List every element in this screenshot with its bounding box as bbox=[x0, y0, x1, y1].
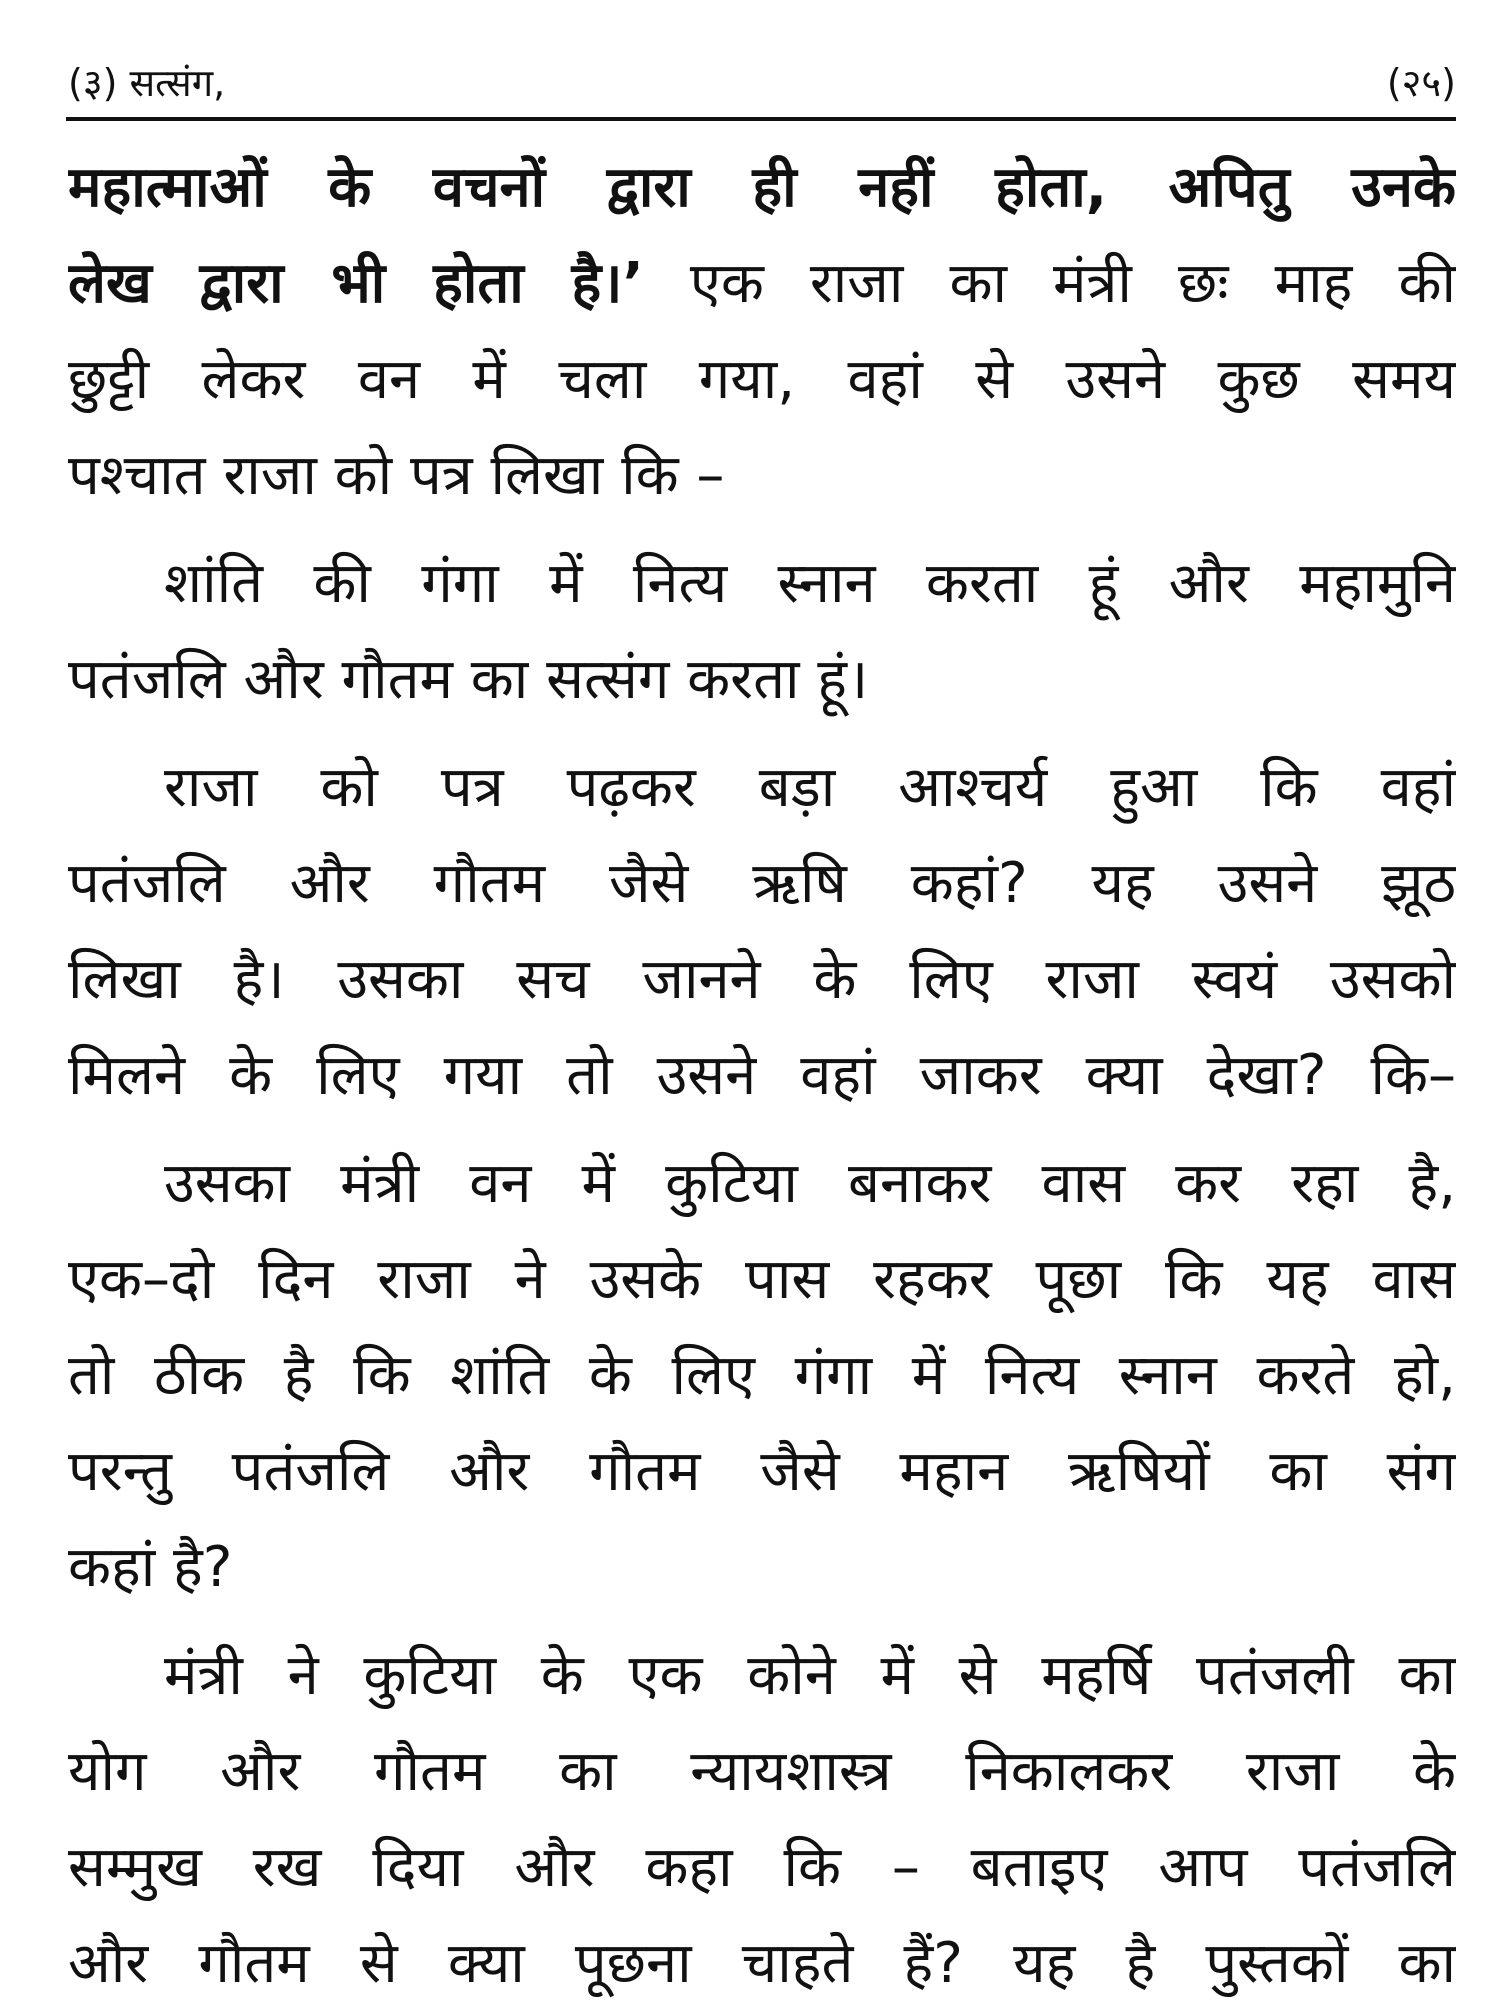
page-header bbox=[68, 52, 1456, 114]
text-line: उसका मंत्री वन में कुटिया बनाकर वास कर रहा है, bbox=[164, 1151, 1456, 1216]
text-line: पतंजलि और गौतम जैसे ऋषि कहां? यह उसने झूठ bbox=[68, 851, 1456, 916]
text-line: लिखा है। उसका सच जानने के लिए राजा स्वयं उसको bbox=[68, 947, 1456, 1012]
text-line: एक–दो दिन राजा ने उसके पास रहकर पूछा कि यह वास bbox=[68, 1247, 1456, 1312]
paragraph-2 bbox=[68, 536, 1456, 728]
paragraph-5 bbox=[68, 1628, 1456, 2012]
text-line bbox=[68, 236, 1456, 332]
text-line: पतंजलि और गौतम का सत्संग करता हूं। bbox=[68, 647, 869, 712]
text-line: महात्माओं के वचनों द्वारा ही नहीं होता, अपितु उनके bbox=[68, 155, 1456, 220]
paragraph-4 bbox=[68, 1136, 1456, 1616]
text-line: कहां है? bbox=[68, 1535, 233, 1600]
body-text bbox=[68, 140, 1456, 2012]
chapter-title: (३) सत्संग, bbox=[68, 61, 226, 105]
text-line: योग और गौतम का न्यायशास्त्र निकालकर राजा के bbox=[68, 1739, 1456, 1804]
paragraph-1 bbox=[68, 140, 1456, 524]
page-number: (२५) bbox=[1386, 61, 1456, 105]
text-line: सम्मुख रख दिया और कहा कि – बताइए आप पतंजलि bbox=[68, 1835, 1456, 1900]
text-line: मिलने के लिए गया तो उसने वहां जाकर क्या देखा? कि– bbox=[68, 1043, 1456, 1108]
text-line: तो ठीक है कि शांति के लिए गंगा में नित्य स्नान करते हो, bbox=[68, 1343, 1456, 1408]
text-line: परन्तु पतंजलि और गौतम जैसे महान ऋषियों का संग bbox=[68, 1439, 1456, 1504]
regular-text: एक राजा का मंत्री छः माह की bbox=[643, 251, 1456, 316]
header-rule bbox=[66, 117, 1456, 121]
text-line: राजा को पत्र पढ़कर बड़ा आश्चर्य हुआ कि वहां bbox=[164, 755, 1456, 820]
paragraph-3 bbox=[68, 740, 1456, 1124]
text-line: और गौतम से क्या पूछना चाहते हैं? यह है पुस्तकों का bbox=[68, 1931, 1456, 1996]
text-line: छुट्टी लेकर वन में चला गया, वहां से उसने कुछ समय bbox=[68, 347, 1456, 412]
text-line: मंत्री ने कुटिया के एक कोने में से महर्षि पतंजली का bbox=[164, 1643, 1456, 1708]
text-line: पश्चात राजा को पत्र लिखा कि – bbox=[68, 443, 725, 508]
bold-text: लेख द्वारा भी होता है।’ bbox=[68, 251, 644, 316]
text-line: शांति की गंगा में नित्य स्नान करता हूं और महामुनि bbox=[164, 551, 1456, 616]
